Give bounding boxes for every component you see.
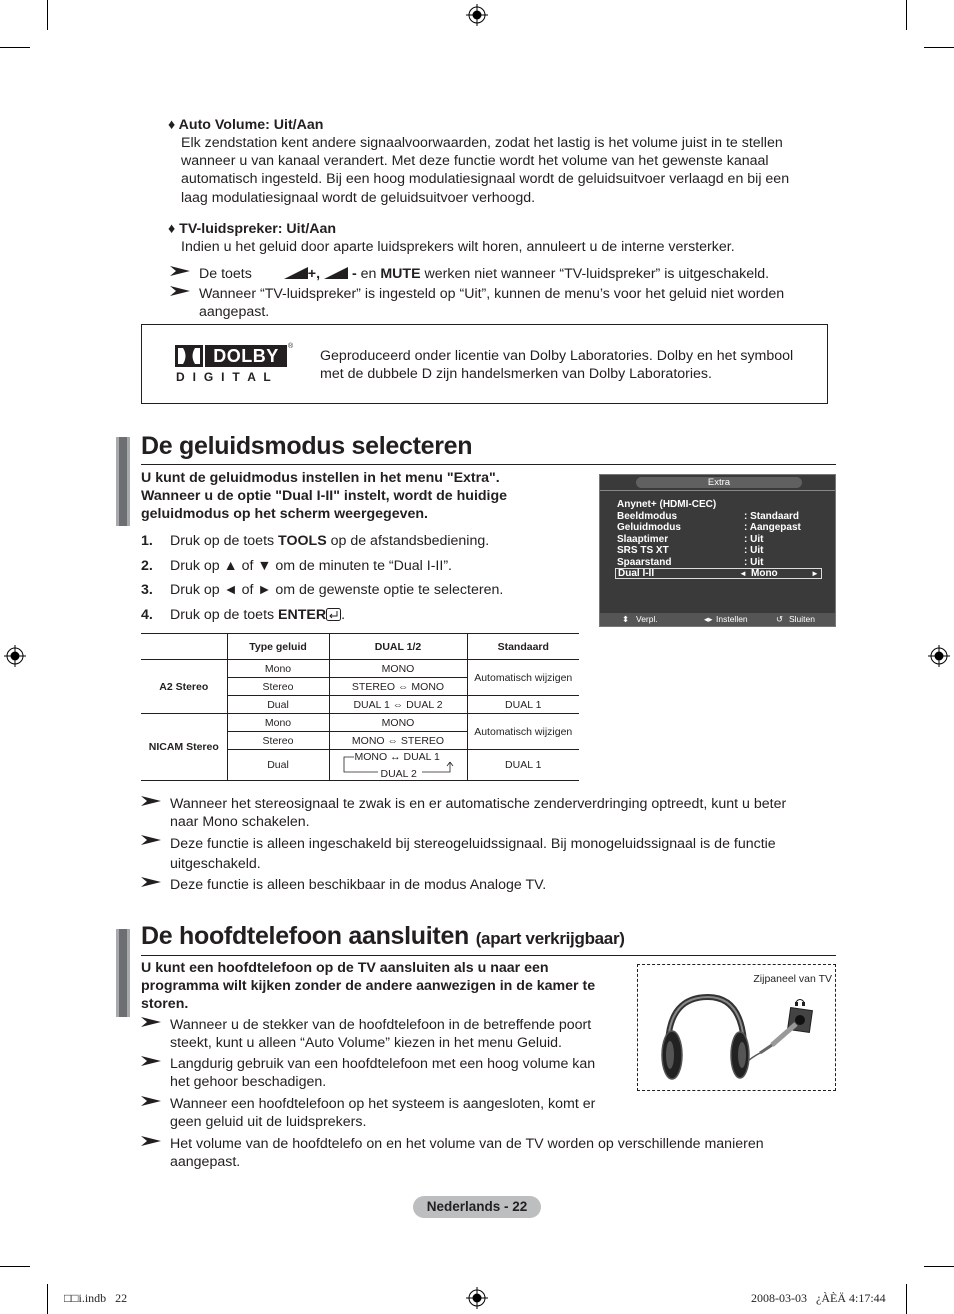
table-cell: Mono: [227, 660, 329, 678]
table-cell: Dual: [227, 696, 329, 714]
left-right-icon: ◂▸: [704, 614, 713, 624]
left-arrow-icon[interactable]: ◄: [739, 569, 747, 578]
tv-speaker-heading: ♦ TV-luidspreker: Uit/Aan: [168, 221, 337, 237]
note-arrow-icon: [141, 834, 161, 846]
headphones-note: Wanneer u de stekker van de hoofdtelefoon in de betreffende poort steekt, kunt u alleen “Auto Volume” kiezen in het menu Geluid.: [170, 1017, 592, 1052]
registration-mark-icon: [928, 645, 950, 667]
table-cell: DUAL 1: [467, 696, 579, 714]
note-arrow-icon: [141, 1016, 161, 1028]
table-cell: Automatisch wijzigen: [467, 660, 579, 696]
section-rule: [141, 464, 836, 465]
section-sidebar: [116, 437, 130, 526]
section-rule: [141, 955, 836, 956]
note-arrow-icon: [141, 795, 161, 807]
step-item: 3. Druk op ◄ of ► om de gewenste optie te selecteren.: [141, 582, 504, 598]
note-arrow-icon: [170, 285, 190, 297]
headphones-note: Wanneer een hoofdtelefoon op het systeem is aangesloten, komt er geen geluid uit de luidsprekers.: [170, 1096, 596, 1131]
headphones-note: Het volume van de hoofdtelefo on en het volume van de TV worden op verschillende manieren aangepast.: [170, 1136, 764, 1171]
note-arrow-icon: [141, 1095, 161, 1107]
section-title-sound-mode: De geluidsmodus selecteren: [141, 432, 473, 460]
tv-menu-row[interactable]: Spaarstand : Uit: [617, 556, 764, 568]
headphones-note: Langdurig gebruik van een hoofdtelefoon met een hoog volume kan het gehoor beschadigen.: [170, 1056, 596, 1091]
dolby-wordmark: DOLBY: [205, 345, 287, 367]
tv-speaker-text: Indien u het geluid door aparte luidsprekers wilt horen, annuleert u de interne versterker.: [181, 239, 735, 255]
step-item: 4. Druk op de toets ENTER .: [141, 606, 346, 623]
table-cell: MONO: [329, 714, 467, 732]
registration-mark-icon: [466, 1287, 488, 1309]
table-cell: MONO ⇔ STEREO: [329, 732, 467, 750]
tv-menu-row[interactable]: Geluidmodus : Aangepast: [617, 522, 801, 534]
tv-menu-footer: ⬍ Verpl. ◂▸ Instellen ↺ Sluiten: [600, 613, 835, 626]
sound-mode-note: Deze functie is alleen beschikbaar in de modus Analoge TV.: [170, 877, 547, 893]
tv-menu-row[interactable]: Slaaptimer : Uit: [617, 533, 764, 545]
sound-mode-note: Deze functie is alleen ingeschakeld bij stereogeluidssignaal. Bij monogeluidssignaal is de functie uitgeschakeld.: [170, 836, 776, 872]
step-list: [141, 532, 503, 630]
table-cell: Dual: [227, 750, 329, 781]
tv-menu-title: Extra: [636, 477, 802, 488]
note-arrow-icon: [141, 1135, 161, 1147]
dolby-double-d-icon: [175, 345, 203, 367]
step-item: 1. Druk op de toets TOOLS op de afstandsbediening.: [141, 533, 490, 549]
table-cell: MONO: [329, 660, 467, 678]
table-cell: Stereo: [227, 678, 329, 696]
right-arrow-icon[interactable]: ►: [811, 569, 819, 578]
dolby-digital: D I G I T A L: [176, 370, 274, 384]
note-arrow-icon: [141, 1055, 161, 1067]
table-cell: DUAL 1 ⇔ DUAL 2: [329, 696, 467, 714]
print-date: 2008-03-03 ¿ÀÈÄ 4:17:44: [751, 1291, 886, 1305]
registration-mark-icon: [466, 4, 488, 26]
volume-icon: [284, 267, 308, 279]
tv-menu-rows: [617, 499, 817, 569]
move-icon: ⬍: [622, 614, 630, 624]
table-cell: Mono: [227, 714, 329, 732]
tv-menu-selected-row[interactable]: Dual I-II ◄ Mono ►: [615, 568, 822, 579]
table-cell: Automatisch wijzigen: [467, 714, 579, 750]
return-icon: ↺: [776, 614, 784, 624]
tv-speaker-note-2: Wanneer “TV-luidspreker” is ingesteld op “Uit”, kunnen de menu’s voor het geluid niet worden aangepast.: [199, 286, 785, 321]
table-cell: Stereo: [227, 732, 329, 750]
headphones-icon: [640, 993, 835, 1088]
tv-menu-row[interactable]: Beeldmodus : Standaard: [617, 510, 800, 522]
dolby-registered: ®: [288, 343, 294, 350]
volume-icon: [324, 267, 348, 279]
enter-icon: [326, 608, 341, 621]
tv-menu-extra: [599, 474, 836, 627]
table-header: DUAL 1/2: [329, 634, 467, 660]
file-info: □□i.indb 22: [64, 1291, 128, 1305]
dolby-logo: [175, 345, 295, 385]
table-cell: A2 Stereo: [141, 660, 227, 714]
sound-type-table: [141, 633, 579, 781]
tv-menu-row[interactable]: Anynet+ (HDMI-CEC): [617, 499, 717, 510]
side-panel-label: Zijpaneel van TV: [753, 973, 832, 985]
registration-mark-icon: [4, 645, 26, 667]
step-item: 2. Druk op ▲ of ▼ om de minuten te “Dual I-II”.: [141, 557, 452, 574]
sound-mode-intro: U kunt de geluidmodus instellen in het menu "Extra". Wanneer u de optie "Dual I-II" instelt, wordt de huidige geluidmodus op het scherm weergegeven.: [141, 470, 508, 523]
sound-mode-note: Wanneer het stereosignaal te zwak is en er automatische zenderverdringing optreedt, kunt u beter naar Mono schakelen.: [170, 796, 787, 831]
table-cell: NICAM Stereo: [141, 714, 227, 781]
auto-volume-heading: ♦ Auto Volume: Uit/Aan: [168, 117, 324, 133]
note-arrow-icon: [170, 265, 190, 277]
tv-menu-row[interactable]: SRS TS XT : Uit: [617, 545, 764, 557]
section-title-headphones: De hoofdtelefoon aansluiten (apart verkrijgbaar): [141, 922, 625, 950]
page-number-badge: Nederlands - 22: [413, 1196, 541, 1218]
table-cell: STEREO ⇔ MONO: [329, 678, 467, 696]
section-sidebar: [116, 929, 130, 1017]
dolby-text: Geproduceerd onder licentie van Dolby Laboratories. Dolby en het symbool met de dubbele D zijn handelsmerken van Dolby Laboratories.: [320, 348, 794, 383]
loop-arrow-icon: [342, 750, 462, 780]
table-header: Standaard: [467, 634, 579, 660]
tv-speaker-note-1: De toets +, - en MUTE werken niet wanneer “TV-luidspreker” is uitgeschakeld.: [199, 266, 770, 282]
headphone-illustration-box: [637, 964, 836, 1091]
auto-volume-text: Elk zendstation kent andere signaalvoorwaarden, zodat het lastig is het volume juist in te stellen wanneer u van kanaal verandert. Met deze functie wordt het volume van het gewenste kanaal automatisch ingesteld. Bij een hoog modulatiesignaal wordt de geluidsuitvoer verlaagd en bij een laag modulatiesignaal wordt de geluidsuitvoer verhoogd.: [181, 135, 790, 206]
table-cell: DUAL 1: [467, 750, 579, 781]
table-header: Type geluid: [227, 634, 329, 660]
table-cell: MONO ↔ DUAL 1 DUAL 2: [329, 750, 467, 781]
note-arrow-icon: [141, 876, 161, 888]
headphones-intro: U kunt een hoofdtelefoon op de TV aansluiten als u naar een programma wilt kijken zonder de andere aanwezigen in de kamer te storen.: [141, 960, 596, 1013]
